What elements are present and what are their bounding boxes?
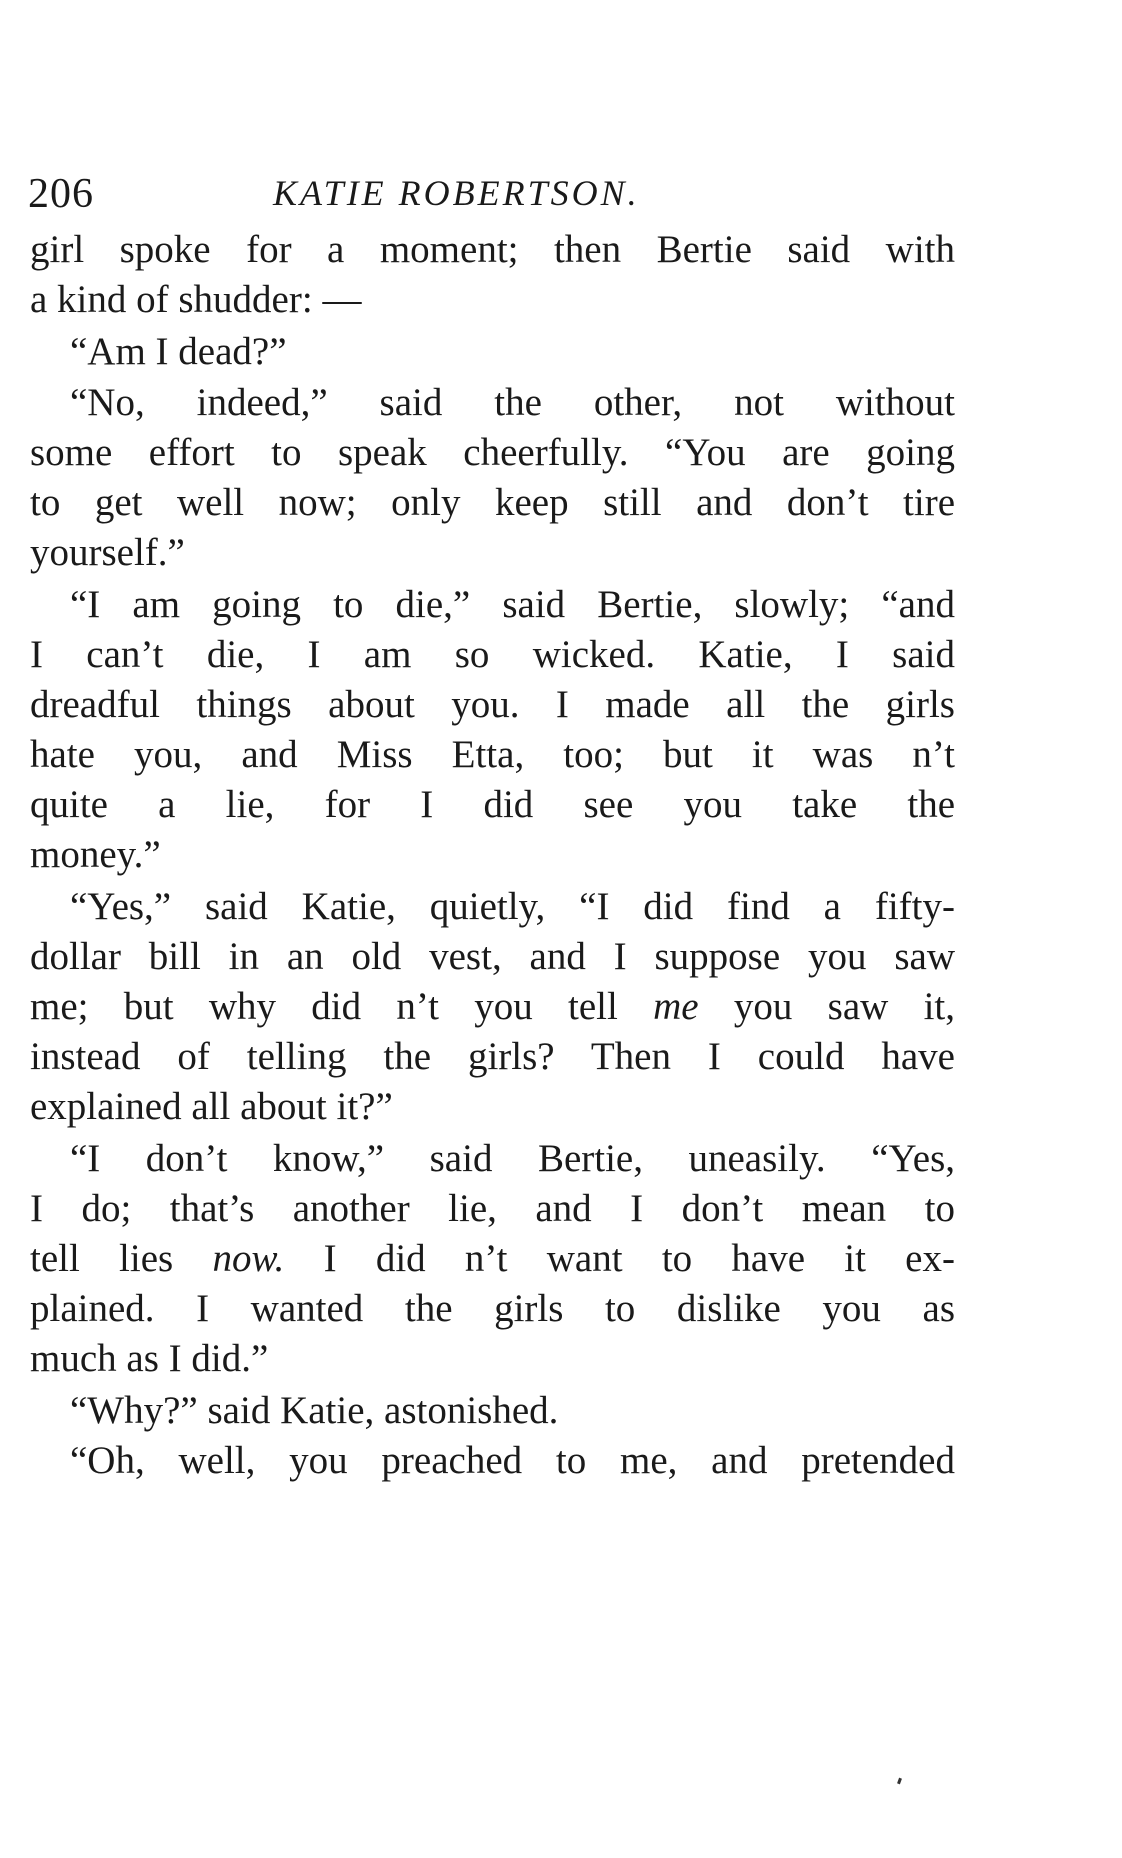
- text-line: instead of telling the girls? Then I could have: [30, 1035, 955, 1078]
- text-line: hate you, and Miss Etta, too; but it was n’t: [30, 733, 955, 776]
- emphasis-text: me: [653, 985, 699, 1028]
- text-line: money.”: [30, 833, 161, 876]
- text-segment: tell lies: [30, 1237, 213, 1280]
- text-segment: me; but why did n’t you tell: [30, 985, 654, 1028]
- text-line: some effort to speak cheerfully. “You are going: [30, 431, 955, 474]
- text-line: yourself.”: [30, 531, 185, 574]
- text-line-with-emphasis: [30, 1234, 955, 1284]
- text-line: I do; that’s another lie, and I don’t mean to: [30, 1187, 955, 1230]
- text-line: girl spoke for a moment; then Bertie said with: [30, 228, 955, 271]
- text-line: quite a lie, for I did see you take the: [30, 783, 955, 826]
- emphasis-text: now.: [212, 1237, 285, 1280]
- text-line: plained. I wanted the girls to dislike you as: [30, 1287, 955, 1330]
- text-line: “No, indeed,” said the other, not without: [70, 381, 955, 424]
- text-line: explained all about it?”: [30, 1085, 393, 1128]
- text-segment: you saw it,: [698, 985, 955, 1028]
- text-line: I can’t die, I am so wicked. Katie, I said: [30, 633, 955, 676]
- text-line: “Oh, well, you preached to me, and pretended: [70, 1439, 955, 1482]
- text-line: “Yes,” said Katie, quietly, “I did find a fifty-: [70, 885, 955, 928]
- text-segment: I did n’t want to have it ex-: [284, 1237, 955, 1280]
- page-header: [28, 170, 948, 230]
- text-line: “Am I dead?”: [70, 330, 287, 373]
- text-line-with-emphasis: [30, 982, 955, 1032]
- text-line: to get well now; only keep still and don’t tire: [30, 481, 955, 524]
- running-title: KATIE ROBERTSON.: [273, 173, 640, 213]
- text-line: dollar bill in an old vest, and I suppose you saw: [30, 935, 955, 978]
- text-line: “Why?” said Katie, astonished.: [70, 1389, 559, 1432]
- text-line: dreadful things about you. I made all the girls: [30, 683, 955, 726]
- text-line: “I don’t know,” said Bertie, uneasily. “Yes,: [70, 1137, 955, 1180]
- text-line: “I am going to die,” said Bertie, slowly; “and: [70, 583, 955, 626]
- text-line: much as I did.”: [30, 1337, 269, 1380]
- page-number: 206: [28, 171, 94, 217]
- text-line: a kind of shudder: —: [30, 278, 362, 321]
- print-mark: [897, 1778, 902, 1785]
